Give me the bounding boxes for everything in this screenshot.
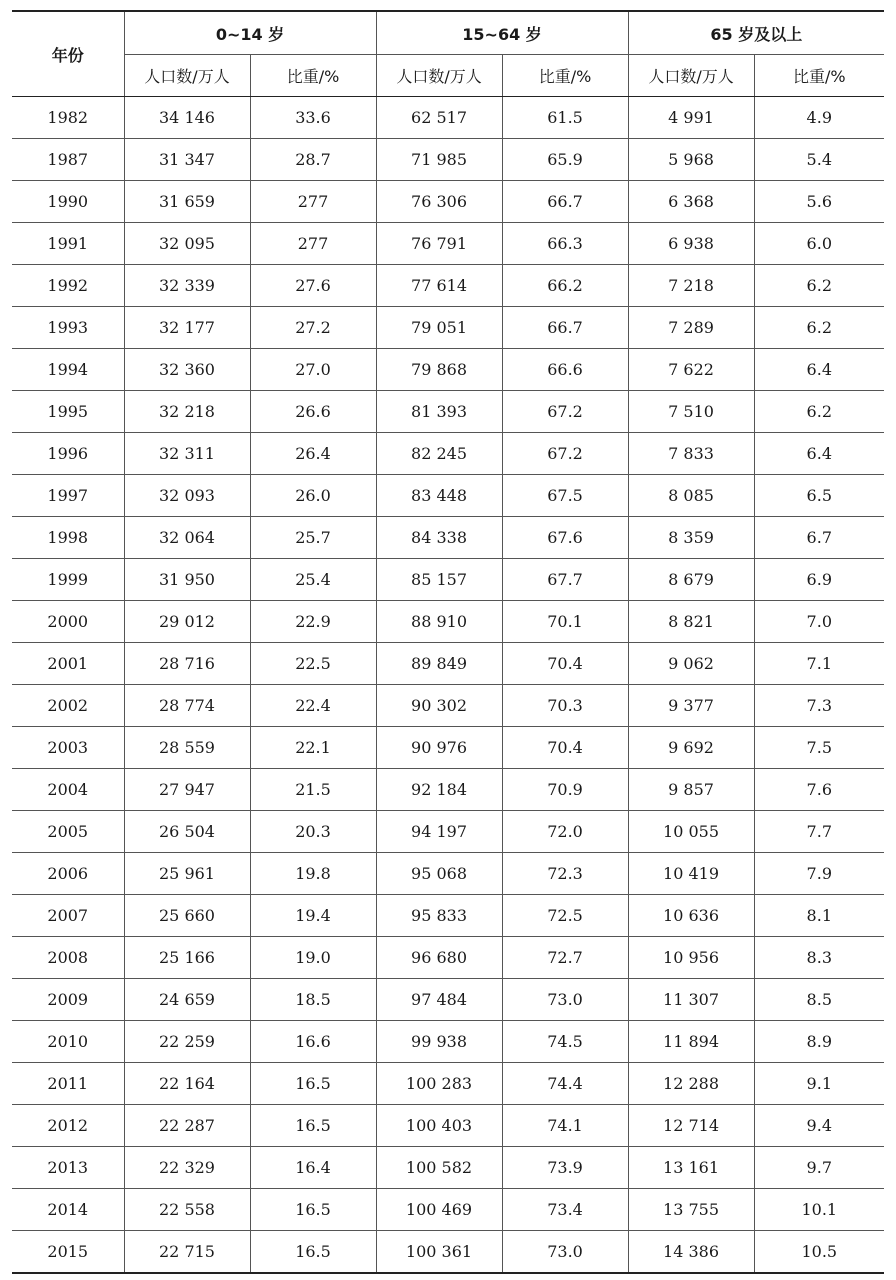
pop-65-plus-cell: 7 622 xyxy=(628,349,754,391)
share-0-14-cell: 28.7 xyxy=(250,139,376,181)
share-15-64-cell: 67.2 xyxy=(502,391,628,433)
year-cell: 2007 xyxy=(12,895,124,937)
share-15-64-cell: 74.4 xyxy=(502,1063,628,1105)
pop-15-64-cell: 71 985 xyxy=(376,139,502,181)
share-0-14-cell: 16.5 xyxy=(250,1063,376,1105)
share-15-64-cell: 72.0 xyxy=(502,811,628,853)
year-cell: 1995 xyxy=(12,391,124,433)
share-65-plus-cell: 9.4 xyxy=(754,1105,884,1147)
share-65-plus-cell: 6.5 xyxy=(754,475,884,517)
share-0-14-cell: 22.9 xyxy=(250,601,376,643)
pop-65-plus-cell: 10 055 xyxy=(628,811,754,853)
year-cell: 1993 xyxy=(12,307,124,349)
share-15-64-cell: 66.7 xyxy=(502,307,628,349)
pop-15-64-cell: 83 448 xyxy=(376,475,502,517)
sub-header-share: 比重/% xyxy=(502,55,628,97)
group-header-0-14: 0~14 岁 xyxy=(124,11,376,55)
year-cell: 2001 xyxy=(12,643,124,685)
share-65-plus-cell: 6.2 xyxy=(754,391,884,433)
share-15-64-cell: 70.4 xyxy=(502,727,628,769)
table-row xyxy=(12,433,884,475)
share-0-14-cell: 22.4 xyxy=(250,685,376,727)
pop-0-14-cell: 26 504 xyxy=(124,811,250,853)
year-cell: 2000 xyxy=(12,601,124,643)
sub-header-population: 人口数/万人 xyxy=(124,55,250,97)
pop-65-plus-cell: 13 161 xyxy=(628,1147,754,1189)
pop-65-plus-cell: 7 289 xyxy=(628,307,754,349)
year-cell: 1990 xyxy=(12,181,124,223)
share-0-14-cell: 26.4 xyxy=(250,433,376,475)
share-15-64-cell: 67.5 xyxy=(502,475,628,517)
share-15-64-cell: 66.3 xyxy=(502,223,628,265)
share-65-plus-cell: 6.4 xyxy=(754,433,884,475)
pop-15-64-cell: 100 582 xyxy=(376,1147,502,1189)
share-65-plus-cell: 6.9 xyxy=(754,559,884,601)
pop-0-14-cell: 32 360 xyxy=(124,349,250,391)
year-cell: 1982 xyxy=(12,97,124,139)
year-cell: 2005 xyxy=(12,811,124,853)
year-header: 年份 xyxy=(12,11,124,97)
pop-65-plus-cell: 11 307 xyxy=(628,979,754,1021)
share-0-14-cell: 19.4 xyxy=(250,895,376,937)
year-cell: 1996 xyxy=(12,433,124,475)
table-row xyxy=(12,559,884,601)
share-65-plus-cell: 4.9 xyxy=(754,97,884,139)
share-65-plus-cell: 7.6 xyxy=(754,769,884,811)
pop-15-64-cell: 92 184 xyxy=(376,769,502,811)
pop-0-14-cell: 22 164 xyxy=(124,1063,250,1105)
share-0-14-cell: 27.2 xyxy=(250,307,376,349)
share-0-14-cell: 277 xyxy=(250,181,376,223)
table-row xyxy=(12,475,884,517)
share-0-14-cell: 20.3 xyxy=(250,811,376,853)
table-row xyxy=(12,391,884,433)
pop-15-64-cell: 95 833 xyxy=(376,895,502,937)
table-row xyxy=(12,979,884,1021)
pop-0-14-cell: 25 961 xyxy=(124,853,250,895)
table-row xyxy=(12,601,884,643)
table-row xyxy=(12,307,884,349)
share-65-plus-cell: 6.7 xyxy=(754,517,884,559)
share-15-64-cell: 61.5 xyxy=(502,97,628,139)
table-row xyxy=(12,853,884,895)
year-cell: 2014 xyxy=(12,1189,124,1231)
share-15-64-cell: 73.9 xyxy=(502,1147,628,1189)
share-65-plus-cell: 6.0 xyxy=(754,223,884,265)
share-15-64-cell: 67.2 xyxy=(502,433,628,475)
pop-0-14-cell: 22 259 xyxy=(124,1021,250,1063)
pop-15-64-cell: 79 868 xyxy=(376,349,502,391)
pop-65-plus-cell: 10 636 xyxy=(628,895,754,937)
pop-15-64-cell: 62 517 xyxy=(376,97,502,139)
share-0-14-cell: 277 xyxy=(250,223,376,265)
pop-65-plus-cell: 10 419 xyxy=(628,853,754,895)
share-0-14-cell: 22.1 xyxy=(250,727,376,769)
share-0-14-cell: 16.4 xyxy=(250,1147,376,1189)
share-15-64-cell: 70.1 xyxy=(502,601,628,643)
sub-header-share: 比重/% xyxy=(754,55,884,97)
share-15-64-cell: 70.4 xyxy=(502,643,628,685)
share-65-plus-cell: 10.1 xyxy=(754,1189,884,1231)
share-15-64-cell: 70.3 xyxy=(502,685,628,727)
year-cell: 1998 xyxy=(12,517,124,559)
share-65-plus-cell: 7.0 xyxy=(754,601,884,643)
pop-15-64-cell: 100 469 xyxy=(376,1189,502,1231)
table-row xyxy=(12,1063,884,1105)
pop-65-plus-cell: 7 218 xyxy=(628,265,754,307)
pop-15-64-cell: 90 302 xyxy=(376,685,502,727)
pop-0-14-cell: 32 064 xyxy=(124,517,250,559)
pop-0-14-cell: 31 347 xyxy=(124,139,250,181)
table-row xyxy=(12,517,884,559)
share-65-plus-cell: 7.3 xyxy=(754,685,884,727)
table-body xyxy=(12,97,884,1274)
pop-65-plus-cell: 8 679 xyxy=(628,559,754,601)
share-15-64-cell: 66.6 xyxy=(502,349,628,391)
pop-0-14-cell: 28 774 xyxy=(124,685,250,727)
share-0-14-cell: 18.5 xyxy=(250,979,376,1021)
pop-65-plus-cell: 7 833 xyxy=(628,433,754,475)
table-row xyxy=(12,1147,884,1189)
pop-65-plus-cell: 6 368 xyxy=(628,181,754,223)
table-row xyxy=(12,181,884,223)
share-15-64-cell: 74.5 xyxy=(502,1021,628,1063)
table-row xyxy=(12,223,884,265)
pop-0-14-cell: 32 311 xyxy=(124,433,250,475)
pop-0-14-cell: 29 012 xyxy=(124,601,250,643)
table-row xyxy=(12,727,884,769)
group-header-65-plus: 65 岁及以上 xyxy=(628,11,884,55)
share-65-plus-cell: 6.2 xyxy=(754,265,884,307)
pop-65-plus-cell: 4 991 xyxy=(628,97,754,139)
year-cell: 1994 xyxy=(12,349,124,391)
table-row xyxy=(12,1189,884,1231)
population-table xyxy=(12,10,884,1274)
pop-15-64-cell: 95 068 xyxy=(376,853,502,895)
share-15-64-cell: 70.9 xyxy=(502,769,628,811)
share-0-14-cell: 19.0 xyxy=(250,937,376,979)
table-row xyxy=(12,1105,884,1147)
year-cell: 1991 xyxy=(12,223,124,265)
pop-65-plus-cell: 14 386 xyxy=(628,1231,754,1274)
pop-15-64-cell: 84 338 xyxy=(376,517,502,559)
share-65-plus-cell: 7.1 xyxy=(754,643,884,685)
share-65-plus-cell: 8.3 xyxy=(754,937,884,979)
pop-0-14-cell: 28 716 xyxy=(124,643,250,685)
share-15-64-cell: 67.7 xyxy=(502,559,628,601)
year-cell: 1992 xyxy=(12,265,124,307)
table-row xyxy=(12,1021,884,1063)
share-15-64-cell: 65.9 xyxy=(502,139,628,181)
pop-15-64-cell: 97 484 xyxy=(376,979,502,1021)
pop-0-14-cell: 27 947 xyxy=(124,769,250,811)
year-cell: 1997 xyxy=(12,475,124,517)
year-cell: 2011 xyxy=(12,1063,124,1105)
share-0-14-cell: 16.6 xyxy=(250,1021,376,1063)
pop-65-plus-cell: 13 755 xyxy=(628,1189,754,1231)
pop-65-plus-cell: 10 956 xyxy=(628,937,754,979)
share-0-14-cell: 26.0 xyxy=(250,475,376,517)
pop-65-plus-cell: 9 062 xyxy=(628,643,754,685)
pop-65-plus-cell: 12 288 xyxy=(628,1063,754,1105)
share-65-plus-cell: 8.9 xyxy=(754,1021,884,1063)
table-row xyxy=(12,937,884,979)
pop-15-64-cell: 81 393 xyxy=(376,391,502,433)
table-row xyxy=(12,265,884,307)
share-0-14-cell: 26.6 xyxy=(250,391,376,433)
year-cell: 2010 xyxy=(12,1021,124,1063)
table-row xyxy=(12,1231,884,1274)
table-row xyxy=(12,895,884,937)
pop-65-plus-cell: 8 085 xyxy=(628,475,754,517)
pop-0-14-cell: 22 287 xyxy=(124,1105,250,1147)
pop-15-64-cell: 76 791 xyxy=(376,223,502,265)
share-65-plus-cell: 5.4 xyxy=(754,139,884,181)
share-0-14-cell: 19.8 xyxy=(250,853,376,895)
share-65-plus-cell: 7.7 xyxy=(754,811,884,853)
pop-65-plus-cell: 8 359 xyxy=(628,517,754,559)
pop-15-64-cell: 85 157 xyxy=(376,559,502,601)
share-0-14-cell: 16.5 xyxy=(250,1105,376,1147)
pop-15-64-cell: 89 849 xyxy=(376,643,502,685)
sub-header-share: 比重/% xyxy=(250,55,376,97)
share-0-14-cell: 22.5 xyxy=(250,643,376,685)
pop-15-64-cell: 79 051 xyxy=(376,307,502,349)
pop-65-plus-cell: 9 857 xyxy=(628,769,754,811)
table-row xyxy=(12,643,884,685)
year-cell: 2008 xyxy=(12,937,124,979)
year-cell: 2003 xyxy=(12,727,124,769)
year-cell: 2015 xyxy=(12,1231,124,1274)
year-cell: 2004 xyxy=(12,769,124,811)
share-65-plus-cell: 7.9 xyxy=(754,853,884,895)
share-15-64-cell: 67.6 xyxy=(502,517,628,559)
pop-0-14-cell: 28 559 xyxy=(124,727,250,769)
share-65-plus-cell: 7.5 xyxy=(754,727,884,769)
pop-0-14-cell: 32 218 xyxy=(124,391,250,433)
share-65-plus-cell: 10.5 xyxy=(754,1231,884,1274)
pop-0-14-cell: 31 950 xyxy=(124,559,250,601)
share-15-64-cell: 66.7 xyxy=(502,181,628,223)
pop-15-64-cell: 77 614 xyxy=(376,265,502,307)
pop-0-14-cell: 22 558 xyxy=(124,1189,250,1231)
table-row xyxy=(12,97,884,139)
share-65-plus-cell: 9.1 xyxy=(754,1063,884,1105)
share-15-64-cell: 66.2 xyxy=(502,265,628,307)
share-15-64-cell: 72.5 xyxy=(502,895,628,937)
share-0-14-cell: 27.6 xyxy=(250,265,376,307)
pop-65-plus-cell: 7 510 xyxy=(628,391,754,433)
share-0-14-cell: 33.6 xyxy=(250,97,376,139)
share-15-64-cell: 72.3 xyxy=(502,853,628,895)
share-65-plus-cell: 6.2 xyxy=(754,307,884,349)
pop-0-14-cell: 34 146 xyxy=(124,97,250,139)
share-0-14-cell: 16.5 xyxy=(250,1189,376,1231)
year-cell: 2013 xyxy=(12,1147,124,1189)
share-0-14-cell: 27.0 xyxy=(250,349,376,391)
share-15-64-cell: 74.1 xyxy=(502,1105,628,1147)
pop-65-plus-cell: 12 714 xyxy=(628,1105,754,1147)
pop-0-14-cell: 25 166 xyxy=(124,937,250,979)
pop-0-14-cell: 32 339 xyxy=(124,265,250,307)
pop-65-plus-cell: 9 692 xyxy=(628,727,754,769)
pop-15-64-cell: 82 245 xyxy=(376,433,502,475)
pop-15-64-cell: 88 910 xyxy=(376,601,502,643)
pop-0-14-cell: 22 329 xyxy=(124,1147,250,1189)
pop-0-14-cell: 24 659 xyxy=(124,979,250,1021)
pop-15-64-cell: 90 976 xyxy=(376,727,502,769)
share-0-14-cell: 16.5 xyxy=(250,1231,376,1274)
pop-0-14-cell: 22 715 xyxy=(124,1231,250,1274)
share-65-plus-cell: 8.5 xyxy=(754,979,884,1021)
pop-15-64-cell: 76 306 xyxy=(376,181,502,223)
share-15-64-cell: 73.4 xyxy=(502,1189,628,1231)
pop-15-64-cell: 99 938 xyxy=(376,1021,502,1063)
pop-15-64-cell: 94 197 xyxy=(376,811,502,853)
pop-0-14-cell: 32 095 xyxy=(124,223,250,265)
year-cell: 2006 xyxy=(12,853,124,895)
pop-15-64-cell: 100 283 xyxy=(376,1063,502,1105)
share-65-plus-cell: 6.4 xyxy=(754,349,884,391)
year-cell: 2012 xyxy=(12,1105,124,1147)
pop-65-plus-cell: 6 938 xyxy=(628,223,754,265)
year-cell: 2009 xyxy=(12,979,124,1021)
share-0-14-cell: 25.4 xyxy=(250,559,376,601)
year-cell: 1999 xyxy=(12,559,124,601)
table-row xyxy=(12,139,884,181)
share-15-64-cell: 73.0 xyxy=(502,979,628,1021)
table-row xyxy=(12,769,884,811)
table-row xyxy=(12,349,884,391)
pop-15-64-cell: 100 403 xyxy=(376,1105,502,1147)
share-15-64-cell: 73.0 xyxy=(502,1231,628,1274)
pop-0-14-cell: 32 093 xyxy=(124,475,250,517)
pop-15-64-cell: 100 361 xyxy=(376,1231,502,1274)
sub-header-population: 人口数/万人 xyxy=(376,55,502,97)
pop-0-14-cell: 31 659 xyxy=(124,181,250,223)
share-65-plus-cell: 5.6 xyxy=(754,181,884,223)
year-cell: 1987 xyxy=(12,139,124,181)
table-row xyxy=(12,685,884,727)
pop-65-plus-cell: 9 377 xyxy=(628,685,754,727)
group-header-15-64: 15~64 岁 xyxy=(376,11,628,55)
pop-0-14-cell: 25 660 xyxy=(124,895,250,937)
pop-65-plus-cell: 5 968 xyxy=(628,139,754,181)
share-65-plus-cell: 9.7 xyxy=(754,1147,884,1189)
pop-15-64-cell: 96 680 xyxy=(376,937,502,979)
pop-65-plus-cell: 11 894 xyxy=(628,1021,754,1063)
pop-65-plus-cell: 8 821 xyxy=(628,601,754,643)
pop-0-14-cell: 32 177 xyxy=(124,307,250,349)
share-0-14-cell: 21.5 xyxy=(250,769,376,811)
sub-header-population: 人口数/万人 xyxy=(628,55,754,97)
share-15-64-cell: 72.7 xyxy=(502,937,628,979)
share-65-plus-cell: 8.1 xyxy=(754,895,884,937)
year-cell: 2002 xyxy=(12,685,124,727)
share-0-14-cell: 25.7 xyxy=(250,517,376,559)
table-row xyxy=(12,811,884,853)
